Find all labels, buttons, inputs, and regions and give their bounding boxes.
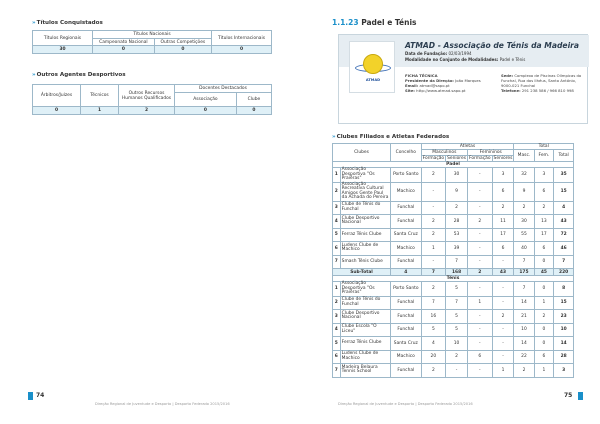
cell: 2 bbox=[421, 228, 446, 242]
cell: - bbox=[492, 296, 514, 310]
cell: 2 bbox=[468, 269, 493, 276]
cell: 1 bbox=[534, 364, 554, 378]
col-atletas: Atletas bbox=[421, 144, 514, 150]
page-number: 75 bbox=[564, 392, 573, 399]
row-index: 3 bbox=[333, 310, 341, 324]
cell: 10 bbox=[446, 337, 468, 351]
cell: 2 bbox=[446, 350, 468, 364]
cell: 45 bbox=[534, 269, 554, 276]
col-titulos-internacionais: Títulos Internacionais bbox=[212, 31, 272, 46]
cell: 43 bbox=[554, 215, 574, 229]
table-row bbox=[33, 107, 272, 115]
cell: 2 bbox=[421, 215, 446, 229]
cell: 3 bbox=[554, 364, 574, 378]
concelho: Funchal bbox=[391, 310, 422, 324]
clubes-title: »Clubes Filiados e Atletas Federados bbox=[332, 134, 450, 140]
cell: 175 bbox=[514, 269, 534, 276]
cell: 2 bbox=[534, 201, 554, 215]
cell: 22 bbox=[514, 350, 534, 364]
page-footer: Direção Regional de Juventude e Desporto | Desporto Federado 2015/2016 bbox=[95, 402, 230, 406]
cell: 1 bbox=[534, 296, 554, 310]
club-name: Ludens Clube de Machico bbox=[340, 242, 390, 256]
table-row bbox=[333, 228, 574, 242]
cell: 2 bbox=[492, 310, 514, 324]
association-name: ATMAD - Associação de Ténis da Madeira bbox=[405, 41, 580, 50]
cell: - bbox=[492, 323, 514, 337]
club-name: Smash Ténis Clube bbox=[340, 255, 390, 269]
cell: 7 bbox=[421, 269, 446, 276]
col-clube: Clube bbox=[236, 93, 271, 107]
association-logo: ATMAD bbox=[349, 41, 395, 93]
cell: 7 bbox=[446, 255, 468, 269]
row-index: 7 bbox=[333, 364, 341, 378]
cell: 20 bbox=[421, 350, 446, 364]
cell: - bbox=[468, 310, 493, 324]
col-outros-recursos: Outros Recursos Humanos Qualificados bbox=[119, 85, 175, 107]
concelho: Funchal bbox=[391, 255, 422, 269]
cell: 2 bbox=[421, 282, 446, 297]
cell: - bbox=[468, 364, 493, 378]
cell: 0 bbox=[175, 107, 237, 115]
concelho: Funchal bbox=[391, 296, 422, 310]
cell: 6 bbox=[534, 242, 554, 256]
association-card bbox=[338, 34, 588, 124]
cell: 32 bbox=[514, 168, 534, 183]
table-row bbox=[333, 364, 574, 378]
cell: 7 bbox=[554, 255, 574, 269]
club-name: Associação Desportiva "Os Praiêras" bbox=[340, 282, 390, 297]
cell: - bbox=[492, 337, 514, 351]
cell: 2 bbox=[492, 201, 514, 215]
cell: 14 bbox=[514, 296, 534, 310]
cell: 0 bbox=[212, 46, 272, 54]
cell: 39 bbox=[446, 242, 468, 256]
table-row bbox=[333, 296, 574, 310]
cell: - bbox=[468, 323, 493, 337]
concelho: Funchal bbox=[391, 364, 422, 378]
titulos-title: »Títulos Conquistados bbox=[32, 20, 103, 26]
table-row bbox=[333, 168, 574, 183]
section-number: 1.1.23 bbox=[332, 18, 359, 27]
row-index: 2 bbox=[333, 296, 341, 310]
cell: 23 bbox=[554, 310, 574, 324]
cell: 2 bbox=[446, 201, 468, 215]
tennis-ball-icon bbox=[363, 54, 383, 74]
cell: 40 bbox=[514, 242, 534, 256]
cell: 5 bbox=[446, 282, 468, 297]
row-index: 3 bbox=[333, 201, 341, 215]
cell: 0 bbox=[93, 46, 155, 54]
cell: - bbox=[492, 350, 514, 364]
cell: 55 bbox=[514, 228, 534, 242]
cell: - bbox=[468, 242, 493, 256]
cell: 0 bbox=[534, 282, 554, 297]
cell: - bbox=[421, 201, 446, 215]
cell: 2 bbox=[421, 364, 446, 378]
club-name: Clube de Ténis do Funchal bbox=[340, 296, 390, 310]
founded-line: Data de Fundação: 02/03/1994 bbox=[405, 51, 472, 56]
cell: 0 bbox=[236, 107, 271, 115]
cell: 7 bbox=[514, 282, 534, 297]
col-formacao-f: Formação bbox=[469, 156, 491, 161]
cell: 6 bbox=[534, 350, 554, 364]
cell: 5 bbox=[446, 310, 468, 324]
club-name: Ludens Clube de Machico bbox=[340, 350, 390, 364]
cell: 2 bbox=[119, 107, 175, 115]
cell: 0 bbox=[33, 107, 81, 115]
cell: - bbox=[468, 201, 493, 215]
cell: 72 bbox=[554, 228, 574, 242]
cell: 0 bbox=[534, 337, 554, 351]
cell: 2 bbox=[534, 310, 554, 324]
club-name: Ferraz Ténis Clube bbox=[340, 228, 390, 242]
cell: - bbox=[421, 255, 446, 269]
cell: 10 bbox=[554, 323, 574, 337]
cell: - bbox=[421, 182, 446, 201]
cell: 14 bbox=[554, 337, 574, 351]
cell: 4 bbox=[554, 201, 574, 215]
concelho: Santa Cruz bbox=[391, 228, 422, 242]
col-campeonato-nacional: Campeonato Nacional bbox=[93, 39, 155, 46]
cell: 0 bbox=[534, 255, 554, 269]
agentes-title: »Outros Agentes Desportivos bbox=[32, 72, 126, 78]
col-docentes: Docentes Destacados bbox=[175, 85, 272, 93]
cell: - bbox=[492, 255, 514, 269]
cell: - bbox=[468, 182, 493, 201]
row-index: 2 bbox=[333, 182, 341, 201]
table-row bbox=[333, 310, 574, 324]
row-index: 1 bbox=[333, 282, 341, 297]
club-name: Clube Escola "O Liceu" bbox=[340, 323, 390, 337]
row-index: 5 bbox=[333, 228, 341, 242]
section-title: Padel e Ténis bbox=[361, 18, 417, 27]
concelho: Funchal bbox=[391, 201, 422, 215]
club-name: Clube Desportivo Nacional bbox=[340, 310, 390, 324]
club-name: Clube Desportivo Nacional bbox=[340, 215, 390, 229]
concelho: Porto Santo bbox=[391, 282, 422, 297]
cell: 168 bbox=[446, 269, 468, 276]
table-row bbox=[333, 323, 574, 337]
cell: 53 bbox=[446, 228, 468, 242]
cell: - bbox=[468, 282, 493, 297]
cell: 5 bbox=[446, 323, 468, 337]
cell: - bbox=[468, 168, 493, 183]
cell: - bbox=[446, 364, 468, 378]
cell: 0 bbox=[534, 323, 554, 337]
row-index: 4 bbox=[333, 323, 341, 337]
subtotal-label: Sub-Total bbox=[333, 269, 391, 276]
cell: 2 bbox=[421, 168, 446, 183]
cell: 220 bbox=[554, 269, 574, 276]
col-total: Total bbox=[514, 144, 574, 150]
row-index: 1 bbox=[333, 168, 341, 183]
cell: - bbox=[468, 255, 493, 269]
cell: 6 bbox=[534, 182, 554, 201]
table-row bbox=[333, 182, 574, 201]
cell: 6 bbox=[492, 182, 514, 201]
cell: 3 bbox=[492, 168, 514, 183]
cell: 30 bbox=[514, 215, 534, 229]
clubes-table bbox=[332, 143, 574, 378]
cell: 1 bbox=[81, 107, 119, 115]
cell: 13 bbox=[534, 215, 554, 229]
cell: 17 bbox=[534, 228, 554, 242]
ficha-tecnica: FICHA TÉCNICA Presidente da Direção: João Marques Email: atmad@sapo.pt Site: http://www.atmad.sapo.pt bbox=[405, 73, 481, 93]
col-seniores-f: Seniores bbox=[493, 156, 513, 161]
col-seniores-m: Seniores bbox=[447, 156, 466, 161]
cell: 2 bbox=[468, 215, 493, 229]
row-index: 4 bbox=[333, 215, 341, 229]
table-row bbox=[333, 282, 574, 297]
cell: 4 bbox=[391, 269, 422, 276]
cell: 0 bbox=[154, 46, 211, 54]
col-titulos-nacionais: Títulos Nacionais bbox=[93, 31, 212, 39]
right-page bbox=[300, 0, 600, 424]
club-name: Associação Desportiva "Os Praiêras" bbox=[340, 168, 390, 183]
concelho: Porto Santo bbox=[391, 168, 422, 183]
page-footer: Direção Regional de Juventude e Desporto | Desporto Federado 2015/2016 bbox=[338, 402, 473, 406]
agentes-table bbox=[32, 84, 272, 115]
concelho: Machico bbox=[391, 182, 422, 201]
cell: 11 bbox=[492, 215, 514, 229]
club-name: Clube de Ténis do Funchal bbox=[340, 201, 390, 215]
page-number-marker bbox=[28, 392, 33, 400]
table-row bbox=[333, 215, 574, 229]
club-name: Associação Recreativa Cultural Amigos Gente Paul da Achada do Pereira bbox=[340, 182, 390, 201]
col-concelho: Concelho bbox=[391, 144, 422, 162]
cell: 46 bbox=[554, 242, 574, 256]
cell: 21 bbox=[514, 310, 534, 324]
table-row bbox=[33, 46, 272, 54]
club-name: Ferraz Ténis Clube bbox=[340, 337, 390, 351]
col-outras-competicoes: Outras Competições bbox=[154, 39, 211, 46]
page-number: 74 bbox=[36, 392, 45, 399]
concelho: Funchal bbox=[391, 323, 422, 337]
concelho: Machico bbox=[391, 350, 422, 364]
page-number-marker bbox=[578, 392, 583, 400]
titulos-table bbox=[32, 30, 272, 54]
cell: 15 bbox=[554, 296, 574, 310]
cell: - bbox=[468, 228, 493, 242]
table-row bbox=[333, 201, 574, 215]
cell: 2 bbox=[514, 201, 534, 215]
table-row bbox=[333, 350, 574, 364]
col-clubes: Clubes bbox=[333, 144, 391, 162]
cell: 9 bbox=[446, 182, 468, 201]
row-index: 5 bbox=[333, 337, 341, 351]
cell: 1 bbox=[468, 296, 493, 310]
col-tot: Total bbox=[554, 150, 574, 162]
cell: 7 bbox=[514, 255, 534, 269]
cell: 5 bbox=[421, 323, 446, 337]
cell: 3 bbox=[534, 168, 554, 183]
row-index: 6 bbox=[333, 242, 341, 256]
col-masc: Masc. bbox=[514, 150, 534, 162]
cell: 6 bbox=[468, 350, 493, 364]
cell: - bbox=[468, 337, 493, 351]
cell: 43 bbox=[492, 269, 514, 276]
cell: 8 bbox=[554, 282, 574, 297]
col-masculinos: Masculinos bbox=[421, 150, 467, 156]
cell: 17 bbox=[492, 228, 514, 242]
group-padel-label: Padel bbox=[333, 162, 574, 168]
cell: 1 bbox=[492, 364, 514, 378]
cell: 10 bbox=[514, 323, 534, 337]
concelho: Funchal bbox=[391, 215, 422, 229]
col-titulos-regionais: Títulos Regionais bbox=[33, 31, 93, 46]
cell: 28 bbox=[446, 215, 468, 229]
row-index: 7 bbox=[333, 255, 341, 269]
col-tecnicos: Técnicos bbox=[81, 85, 119, 107]
modality-line: Modalidade no Conjunto de Modalidades: Padel e Ténis bbox=[405, 57, 526, 62]
cell: 6 bbox=[492, 242, 514, 256]
row-index: 6 bbox=[333, 350, 341, 364]
cell: 16 bbox=[421, 310, 446, 324]
cell: 1 bbox=[421, 242, 446, 256]
cell: 14 bbox=[514, 337, 534, 351]
concelho: Machico bbox=[391, 242, 422, 256]
section-heading bbox=[332, 18, 416, 27]
concelho: Santa Cruz bbox=[391, 337, 422, 351]
cell: 2 bbox=[514, 364, 534, 378]
group-tenis-label: Ténis bbox=[333, 276, 574, 282]
col-arbitros: Árbitros/Juízes bbox=[33, 85, 81, 107]
cell: 35 bbox=[554, 168, 574, 183]
col-associacao: Associação bbox=[175, 93, 237, 107]
cell: 7 bbox=[421, 296, 446, 310]
table-row bbox=[333, 242, 574, 256]
subtotal-row bbox=[333, 269, 574, 276]
cell: 28 bbox=[554, 350, 574, 364]
col-femininos: Femininos bbox=[468, 150, 514, 156]
cell: 30 bbox=[446, 168, 468, 183]
cell: 9 bbox=[514, 182, 534, 201]
table-row bbox=[333, 337, 574, 351]
cell: 7 bbox=[446, 296, 468, 310]
cell: 4 bbox=[421, 337, 446, 351]
table-row bbox=[333, 255, 574, 269]
contact-info: Sede: Complexo de Piscinas Olímpicas do Funchal, Rua dos Ilhéus, Santo António, 9000-021 Funchal Telefone: 291 238 586 / 966 810 998 bbox=[501, 73, 582, 93]
club-name: Madeira Belaura Tennis School bbox=[340, 364, 390, 378]
col-formacao-m: Formação bbox=[422, 156, 445, 161]
cell: - bbox=[492, 282, 514, 297]
cell: 30 bbox=[33, 46, 93, 54]
col-fem: Fem. bbox=[534, 150, 554, 162]
cell: 15 bbox=[554, 182, 574, 201]
